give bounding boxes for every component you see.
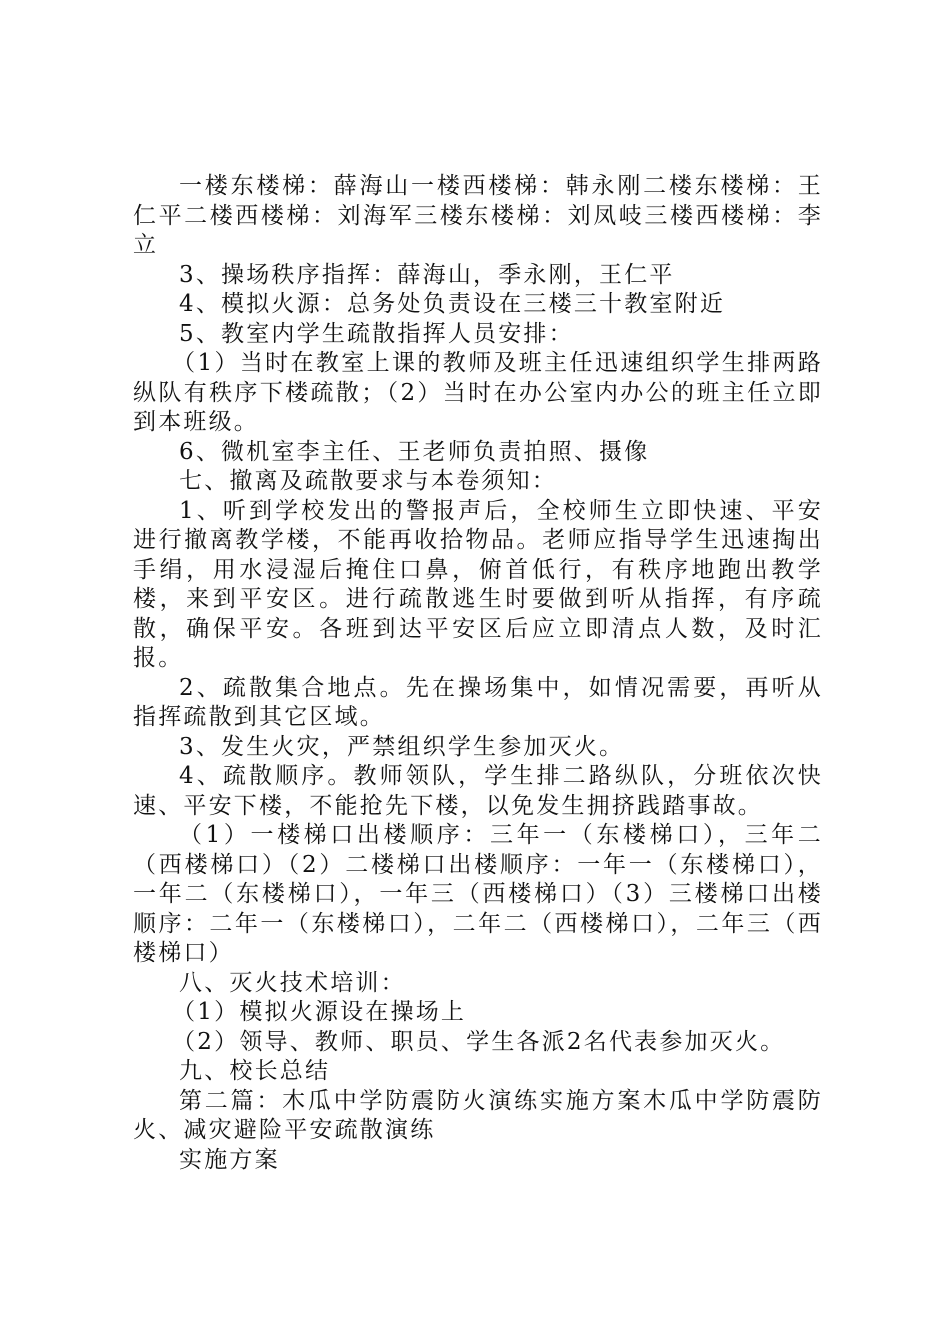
section-heading-part-two: 第二篇：木瓜中学防震防火演练实施方案木瓜中学防震防火、减灾避险平安疏散演练: [133, 1087, 823, 1143]
document-body: [133, 172, 823, 1175]
paragraph-training-representatives: （2）领导、教师、职员、学生各派2名代表参加灭火。: [172, 1028, 786, 1055]
paragraph-assembly-point: 2、疏散集合地点。先在操场集中，如情况需要，再听从指挥疏散到其它区域。: [133, 674, 823, 730]
paragraph-no-firefighting: 3、发生火灾，严禁组织学生参加灭火。: [179, 733, 625, 760]
paragraph-playground-order: 3、操场秩序指挥：薛海山，季永刚，王仁平: [179, 261, 675, 288]
paragraph-implementation-plan: 实施方案: [179, 1146, 280, 1173]
paragraph-training-fire-source: （1）模拟火源设在操场上: [172, 999, 467, 1025]
paragraph-stair-exit-order: （1）一楼梯口出楼顺序：三年一（东楼梯口），三年二（西楼梯口）（2）二楼梯口出楼顺序：一年一（东楼梯口），一年二（东楼梯口），一年三（西楼梯口）（3）三楼梯口出楼顺序：二年一（东楼梯口），二年二（西楼梯口），二年三（西楼梯口）: [133, 822, 823, 966]
paragraph-classroom-evacuation-items: （1）当时在教室上课的教师及班主任迅速组织学生排两路纵队有秩序下楼疏散；（2）当时在办公室内办公的班主任立即到本班级。: [133, 350, 823, 435]
section-heading-principal-summary: 九、校长总结: [179, 1058, 331, 1084]
paragraph-photography: 6、微机室李主任、王老师负责拍照、摄像: [179, 438, 650, 465]
section-heading-firefighting-training: 八、灭火技术培训：: [179, 969, 406, 996]
paragraph-stair-assignments: 一楼东楼梯：薛海山一楼西楼梯：韩永刚二楼东楼梯：王仁平二楼西楼梯：刘海军三楼东楼梯：刘凤岐三楼西楼梯：李立: [133, 173, 823, 258]
paragraph-evacuation-order: 4、疏散顺序。教师领队，学生排二路纵队，分班依次快速、平安下楼，不能抢先下楼，以免发生拥挤践踏事故。: [133, 763, 823, 819]
section-heading-evacuation-requirements: 七、撤离及疏散要求与本卷须知：: [179, 468, 557, 494]
paragraph-alarm-procedure: 1、听到学校发出的警报声后，全校师生立即快速、平安进行撤离教学楼，不能再收拾物品。老师应指导学生迅速掏出手绢，用水浸湿后掩住口鼻，俯首低行，有秩序地跑出教学楼，来到平安区。进行疏散逃生时要做到听从指挥，有序疏散，确保平安。各班到达平安区后应立即清点人数，及时汇报。: [133, 497, 823, 671]
paragraph-classroom-evacuation: 5、教室内学生疏散指挥人员安排：: [179, 320, 574, 347]
paragraph-simulated-fire: 4、模拟火源：总务处负责设在三楼三十教室附近: [179, 291, 726, 317]
